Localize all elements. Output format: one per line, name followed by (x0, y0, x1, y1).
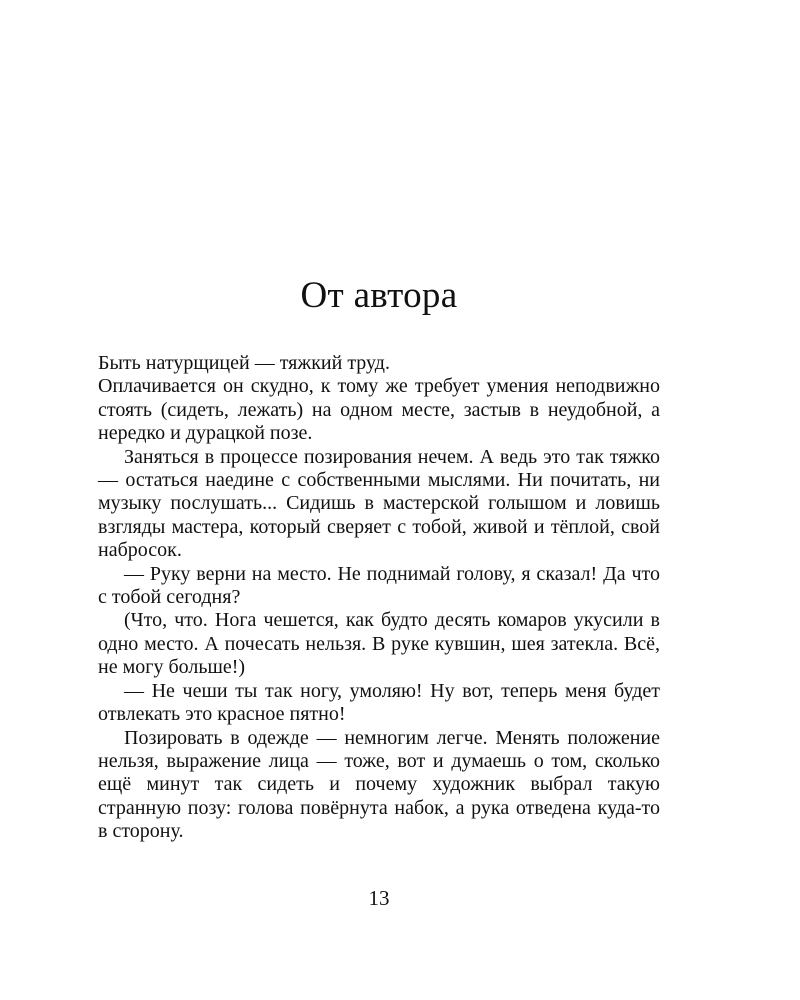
paragraph: Заняться в процессе позирования нечем. А ведь это так тяжко — остаться наедине с собственными мыслями. Ни почитать, ни музыку послушать... Сидишь в мастерской голышом и ловишь взгляды мастера, который сверяет с тобой, живой и тёплой, свой набросок. (98, 445, 660, 562)
paragraph: (Что, что. Нога чешется, как будто десять комаров укусили в одно место. А почесать нельзя. В руке кувшин, шея затекла. Всё, не могу больше!) (98, 609, 660, 679)
paragraph: Быть натурщицей — тяжкий труд. (98, 352, 390, 374)
chapter-title: От автора (300, 275, 458, 316)
paragraph: Оплачивается он скудно, к тому же требует умения неподвижно стоять (сидеть, лежать) на одном месте, застыв в неудобной, а нередко и дурацкой позе. (98, 375, 660, 445)
body-text (98, 352, 660, 844)
page-number: 13 (368, 886, 390, 910)
paragraph: Позировать в одежде — немногим легче. Менять положение нельзя, выражение лица — тоже, вот и думаешь о том, сколько ещё минут так сидеть и почему художник выбрал такую странную позу: голова повёрнута набок, а рука отведена куда-то в сторону. (98, 726, 660, 843)
dialogue-paragraph: — Не чеши ты так ногу, умоляю! Ну вот, теперь меня будет отвлекать это красное пятно! (98, 679, 660, 726)
dialogue-paragraph: — Руку верни на место. Не поднимай голову, я сказал! Да что с тобой сегодня? (98, 562, 660, 609)
